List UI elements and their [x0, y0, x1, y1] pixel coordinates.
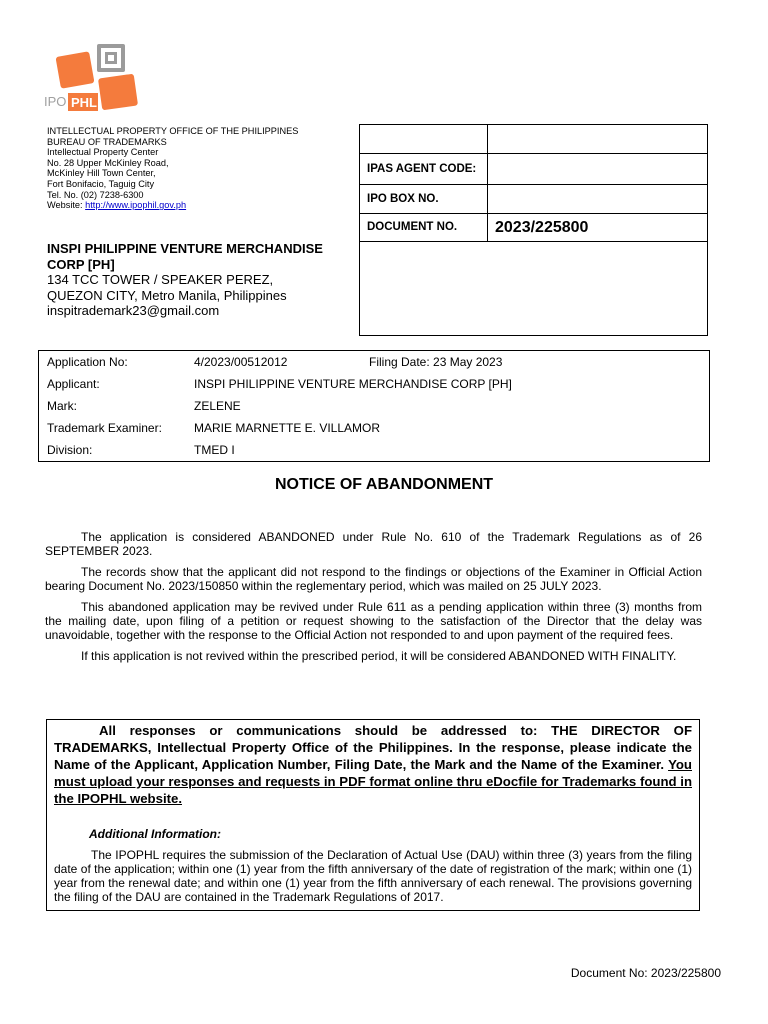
website-label: Website:	[47, 200, 83, 211]
mark-value: ZELENE	[194, 399, 241, 413]
ipophl-logo	[44, 40, 140, 118]
body-paragraph: If this application is not revived within the prescribed period, it will be considered ABANDONED WITH FINALITY.	[81, 649, 677, 663]
additional-info-title: Additional Information:	[89, 827, 221, 841]
filing-date: Filing Date: 23 May 2023	[369, 355, 503, 369]
notice-body	[45, 530, 702, 670]
logo-text-phl: PHL	[71, 95, 97, 110]
website-link[interactable]: http://www.ipophil.gov.ph	[85, 200, 187, 211]
agent-code-label: IPAS AGENT CODE:	[360, 154, 488, 185]
box-no-label: IPO BOX NO.	[360, 185, 488, 214]
instructions-main: All responses or communications should be addressed to: THE DIRECTOR OF TRADEMARKS, Intellectual Property Office of the Philippines. In the response, please indicate the Name of the Applicant, Application Number, Filing Date, the Mark and the Name of the Examiner.	[54, 723, 692, 772]
body-paragraph: The application is considered ABANDONED under Rule No. 610 of the Trademark Regulations as of 26 SEPTEMBER 2023.	[45, 530, 702, 558]
addressee-block	[47, 241, 352, 319]
addressee-name: INSPI PHILIPPINE VENTURE MERCHANDISE CORP [PH]	[47, 241, 323, 272]
instructions-upload-note: You must upload your responses and requests in PDF format online thru eDocfile for Trademarks found in the IPOPHL website.	[54, 757, 692, 806]
additional-info-text: The IPOPHL requires the submission of the Declaration of Actual Use (DAU) within three (3) years from the filing date of the application; within one (1) year from the fifth anniversary of the date of registration of the mark; within one (1) year from the renewal date; and within one (1) year from the fifth anniversary of each renewal. The provisions governing the filing of the DAU are contained in the Trademark Regulations of 2017.	[54, 848, 692, 904]
office-line: McKinley Hill Town Center,	[47, 168, 156, 179]
applicant-value: INSPI PHILIPPINE VENTURE MERCHANDISE CORP [PH]	[194, 377, 512, 391]
office-website	[47, 200, 347, 211]
office-line: INTELLECTUAL PROPERTY OFFICE OF THE PHILIPPINES	[47, 126, 299, 136]
agent-code-value	[488, 154, 708, 185]
addressee-address-line: QUEZON CITY, Metro Manila, Philippines	[47, 287, 287, 303]
logo-text-ipo: IPO	[44, 94, 67, 109]
body-paragraph: This abandoned application may be revived under Rule 611 as a pending application within three (3) months from the mailing date, upon filing of a petition or request showing to the satisfaction of the Director that the delay was unavoidable, together with the response to the Official Action not responded to and upon payment of the required fees.	[45, 600, 702, 642]
agent-table-empty-cell	[488, 125, 708, 154]
mark-label: Mark:	[47, 399, 77, 413]
addressee-address-line: 134 TCC TOWER / SPEAKER PEREZ,	[47, 272, 274, 287]
footer-document-no: Document No: 2023/225800	[570, 966, 721, 980]
office-line: BUREAU OF TRADEMARKS	[47, 136, 167, 147]
instructions-text	[54, 722, 692, 807]
box-no-value	[488, 185, 708, 214]
office-line: Intellectual Property Center	[47, 147, 159, 158]
document-no-label: DOCUMENT NO.	[360, 214, 488, 242]
office-address	[47, 126, 347, 211]
page-title: NOTICE OF ABANDONMENT	[274, 476, 494, 493]
addressee-email: inspitrademark23@gmail.com	[47, 303, 220, 318]
application-info-box	[38, 350, 710, 462]
office-line: Fort Bonifacio, Taguig City	[47, 178, 155, 189]
agent-table-empty-cell	[360, 125, 488, 154]
application-no-label: Application No:	[47, 355, 128, 369]
applicant-label: Applicant:	[47, 377, 100, 391]
application-no-value: 4/2023/00512012	[194, 355, 288, 369]
division-value: TMED I	[194, 443, 235, 457]
office-line: No. 28 Upper McKinley Road,	[47, 157, 169, 168]
division-label: Division:	[47, 443, 93, 457]
agent-table-blank-area	[360, 242, 708, 336]
agent-info-table	[359, 124, 708, 336]
instructions-box	[46, 719, 700, 911]
body-paragraph: The records show that the applicant did not respond to the findings or objections of the Examiner in Official Action bearing Document No. 2023/150850 within the reglementary period, which was mailed on 25 JULY 2023.	[45, 565, 702, 593]
examiner-label: Trademark Examiner:	[47, 421, 162, 435]
document-no-value: 2023/225800	[488, 214, 708, 242]
office-line: Tel. No. (02) 7238-6300	[47, 189, 144, 200]
examiner-value: MARIE MARNETTE E. VILLAMOR	[194, 421, 381, 435]
